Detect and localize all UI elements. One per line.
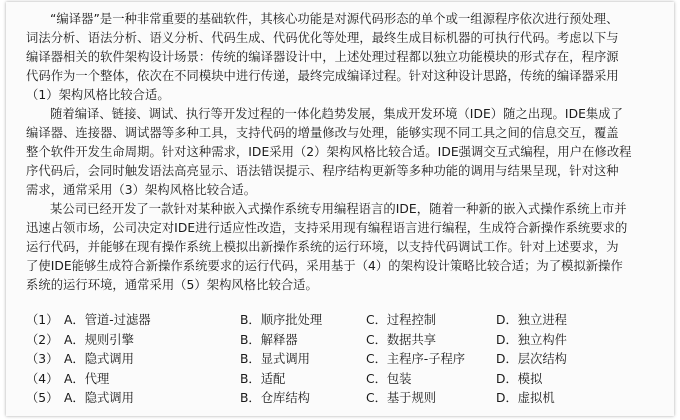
option-b: B．仓库结构: [240, 391, 310, 405]
text-line: 迅速占领市场，公司决定对IDE进行适应性改造，支持采用现有编程语言进行编程，生成符合新操作系统要求的: [26, 221, 628, 235]
option-c: C．过程控制: [366, 313, 437, 327]
text-line: 随着编译、链接、调试、执行等开发过程的一体化趋势发展，集成开发环境（IDE）随之出现。IDE集成了: [50, 107, 623, 121]
option-b: B．解释器: [240, 332, 298, 347]
option-row: [26, 350, 654, 370]
option-a: A．代理: [64, 371, 110, 386]
option-a: A．隐式调用: [64, 352, 134, 366]
question-number: （4）: [26, 371, 59, 386]
option-row: [26, 311, 654, 331]
option-a: A．规则引擎: [64, 332, 134, 347]
option-d: D．层次结构: [496, 352, 567, 366]
option-d: D．虚拟机: [496, 391, 555, 405]
question-number: （1）: [26, 313, 59, 327]
option-a: A．隐式调用: [64, 391, 134, 405]
option-c: C．包装: [366, 371, 412, 386]
text-line: 编译器、连接器、调试器等多种工具，支持代码的增量修改与处理，能够实现不同工具之间的信息交互，覆盖: [26, 126, 619, 140]
option-row: [26, 389, 654, 409]
text-line: 运行代码，并能够在现有操作系统上模拟出新操作系统的运行环境，以支持代码调试工作。针对上述要求，为: [26, 240, 619, 254]
text-line: 了使IDE能够生成符合新操作系统要求的运行代码，采用基于（4）的架构设计策略比较合适；为了模拟新操作: [26, 259, 623, 273]
question-number: （3）: [26, 352, 59, 366]
paragraph-1: [26, 10, 654, 105]
text-line: 系统的运行环境，通常采用（5）架构风格比较合适。: [26, 278, 318, 292]
option-d: D．模拟: [496, 371, 543, 386]
text-line: 需求，通常采用（3）架构风格比较合适。: [26, 183, 257, 197]
option-b: B．显式调用: [240, 352, 310, 366]
option-c: C．主程序-子程序: [366, 352, 466, 366]
text-line: 序代码后，会同时触发语法高亮显示、语法错误提示、程序结构更新等多种功能的调用与结果呈现，针对这种: [26, 164, 619, 178]
question-number: （5）: [26, 391, 59, 405]
paragraph-2: [26, 105, 654, 200]
document-page: [6, 2, 674, 416]
option-d: D．独立进程: [496, 313, 567, 327]
text-line: 编译器相关的软件架构设计场景：传统的编译器设计中，上述处理过程都以独立功能模块的形式存在，程序源: [26, 50, 619, 64]
text-line: 词法分析、语法分析、语义分析、代码生成、代码优化等处理，最终生成目标机器的可执行代码。考虑以下与: [26, 31, 619, 45]
text-line: 整个软件开发生命周期。针对这种需求，IDE采用（2）架构风格比较合适。IDE强调交互式编程，用户在修改程: [26, 145, 632, 159]
option-c: C．基于规则: [366, 391, 437, 405]
question-number: （2）: [26, 332, 59, 347]
text-line: “编译器”是一种非常重要的基础软件，其核心功能是对源代码形态的单个或一组源程序依次进行预处理、: [50, 12, 619, 26]
option-d: D．独立构件: [496, 332, 567, 347]
option-b: B．适配: [240, 371, 286, 386]
option-c: C．数据共享: [366, 332, 437, 347]
text-line: 代码作为一个整体，依次在不同模块中进行传递，最终完成编译过程。针对这种设计思路，传统的编译器采用: [26, 69, 619, 83]
option-row: [26, 370, 654, 390]
paragraph-3: [26, 200, 654, 295]
option-row: [26, 331, 654, 351]
text-line: 某公司已经开发了一款针对某种嵌入式操作系统专用编程语言的IDE，随着一种新的嵌入式操作系统上市并: [50, 202, 627, 216]
question-text: [26, 10, 654, 295]
option-b: B．顺序批处理: [240, 313, 323, 327]
answer-options: [26, 311, 654, 409]
text-line: （1）架构风格比较合适。: [26, 88, 170, 102]
option-a: A．管道-过滤器: [64, 313, 151, 327]
